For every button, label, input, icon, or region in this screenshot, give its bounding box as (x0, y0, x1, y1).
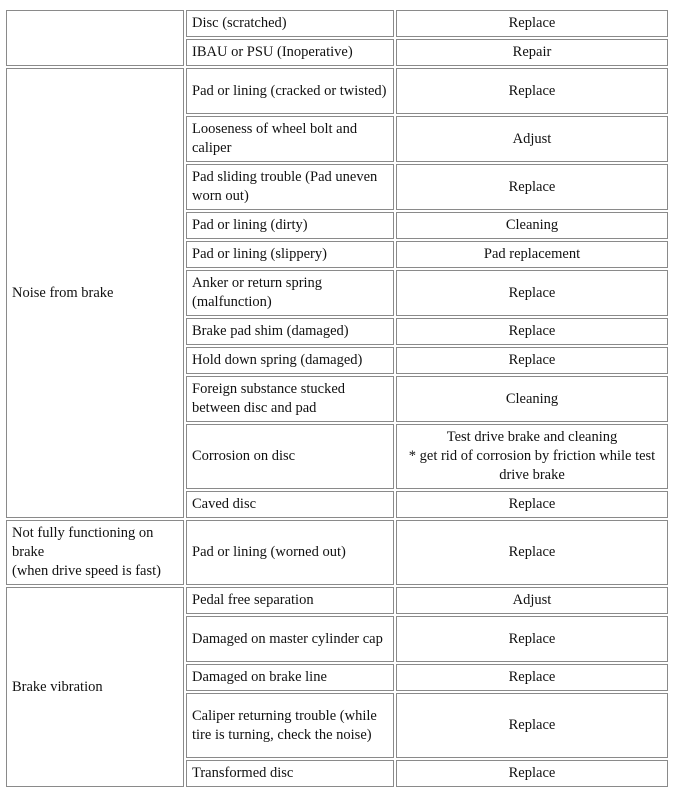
remedy-cell: Replace (396, 693, 668, 758)
cause-cell: Pad or lining (dirty) (186, 212, 394, 239)
remedy-cell: Replace (396, 760, 668, 787)
table-row (6, 10, 668, 37)
cause-cell: Pad or lining (cracked or twisted) (186, 68, 394, 114)
troubleshooting-page (4, 8, 670, 789)
cause-cell: Pad or lining (worned out) (186, 520, 394, 585)
remedy-cell: Cleaning (396, 212, 668, 239)
cause-cell: Anker or return spring (malfunction) (186, 270, 394, 316)
cause-cell: Brake pad shim (damaged) (186, 318, 394, 345)
table-row (6, 68, 668, 114)
remedy-cell: Replace (396, 491, 668, 518)
symptom-cell: Not fully functioning on brake (when drive speed is fast) (6, 520, 184, 585)
remedy-cell: Replace (396, 164, 668, 210)
remedy-cell: Replace (396, 10, 668, 37)
remedy-cell: Adjust (396, 116, 668, 162)
cause-cell: Caliper returning trouble (while tire is turning, check the noise) (186, 693, 394, 758)
cause-cell: Disc (scratched) (186, 10, 394, 37)
symptom-cell: Brake vibration (6, 587, 184, 787)
symptom-cell: Noise from brake (6, 68, 184, 518)
cause-cell: Transformed disc (186, 760, 394, 787)
table-row (6, 520, 668, 585)
table-row (6, 587, 668, 614)
cause-cell: Corrosion on disc (186, 424, 394, 489)
remedy-cell: Replace (396, 318, 668, 345)
remedy-cell: Replace (396, 616, 668, 662)
cause-cell: Caved disc (186, 491, 394, 518)
remedy-cell: Repair (396, 39, 668, 66)
cause-cell: Pad or lining (slippery) (186, 241, 394, 268)
cause-cell: Pad sliding trouble (Pad uneven worn out) (186, 164, 394, 210)
remedy-cell: Pad replacement (396, 241, 668, 268)
remedy-cell: Replace (396, 520, 668, 585)
remedy-cell: Replace (396, 664, 668, 691)
cause-cell: Pedal free separation (186, 587, 394, 614)
table-body (6, 10, 668, 787)
remedy-cell: Replace (396, 347, 668, 374)
cause-cell: Damaged on brake line (186, 664, 394, 691)
cause-cell: Looseness of wheel bolt and caliper (186, 116, 394, 162)
cause-cell: Foreign substance stucked between disc and pad (186, 376, 394, 422)
troubleshooting-table (4, 8, 670, 789)
remedy-cell: Adjust (396, 587, 668, 614)
remedy-cell: Cleaning (396, 376, 668, 422)
remedy-cell: Test drive brake and cleaning * get rid of corrosion by friction while test drive brake (396, 424, 668, 489)
remedy-cell: Replace (396, 270, 668, 316)
symptom-cell (6, 10, 184, 66)
cause-cell: IBAU or PSU (Inoperative) (186, 39, 394, 66)
cause-cell: Hold down spring (damaged) (186, 347, 394, 374)
cause-cell: Damaged on master cylinder cap (186, 616, 394, 662)
remedy-cell: Replace (396, 68, 668, 114)
